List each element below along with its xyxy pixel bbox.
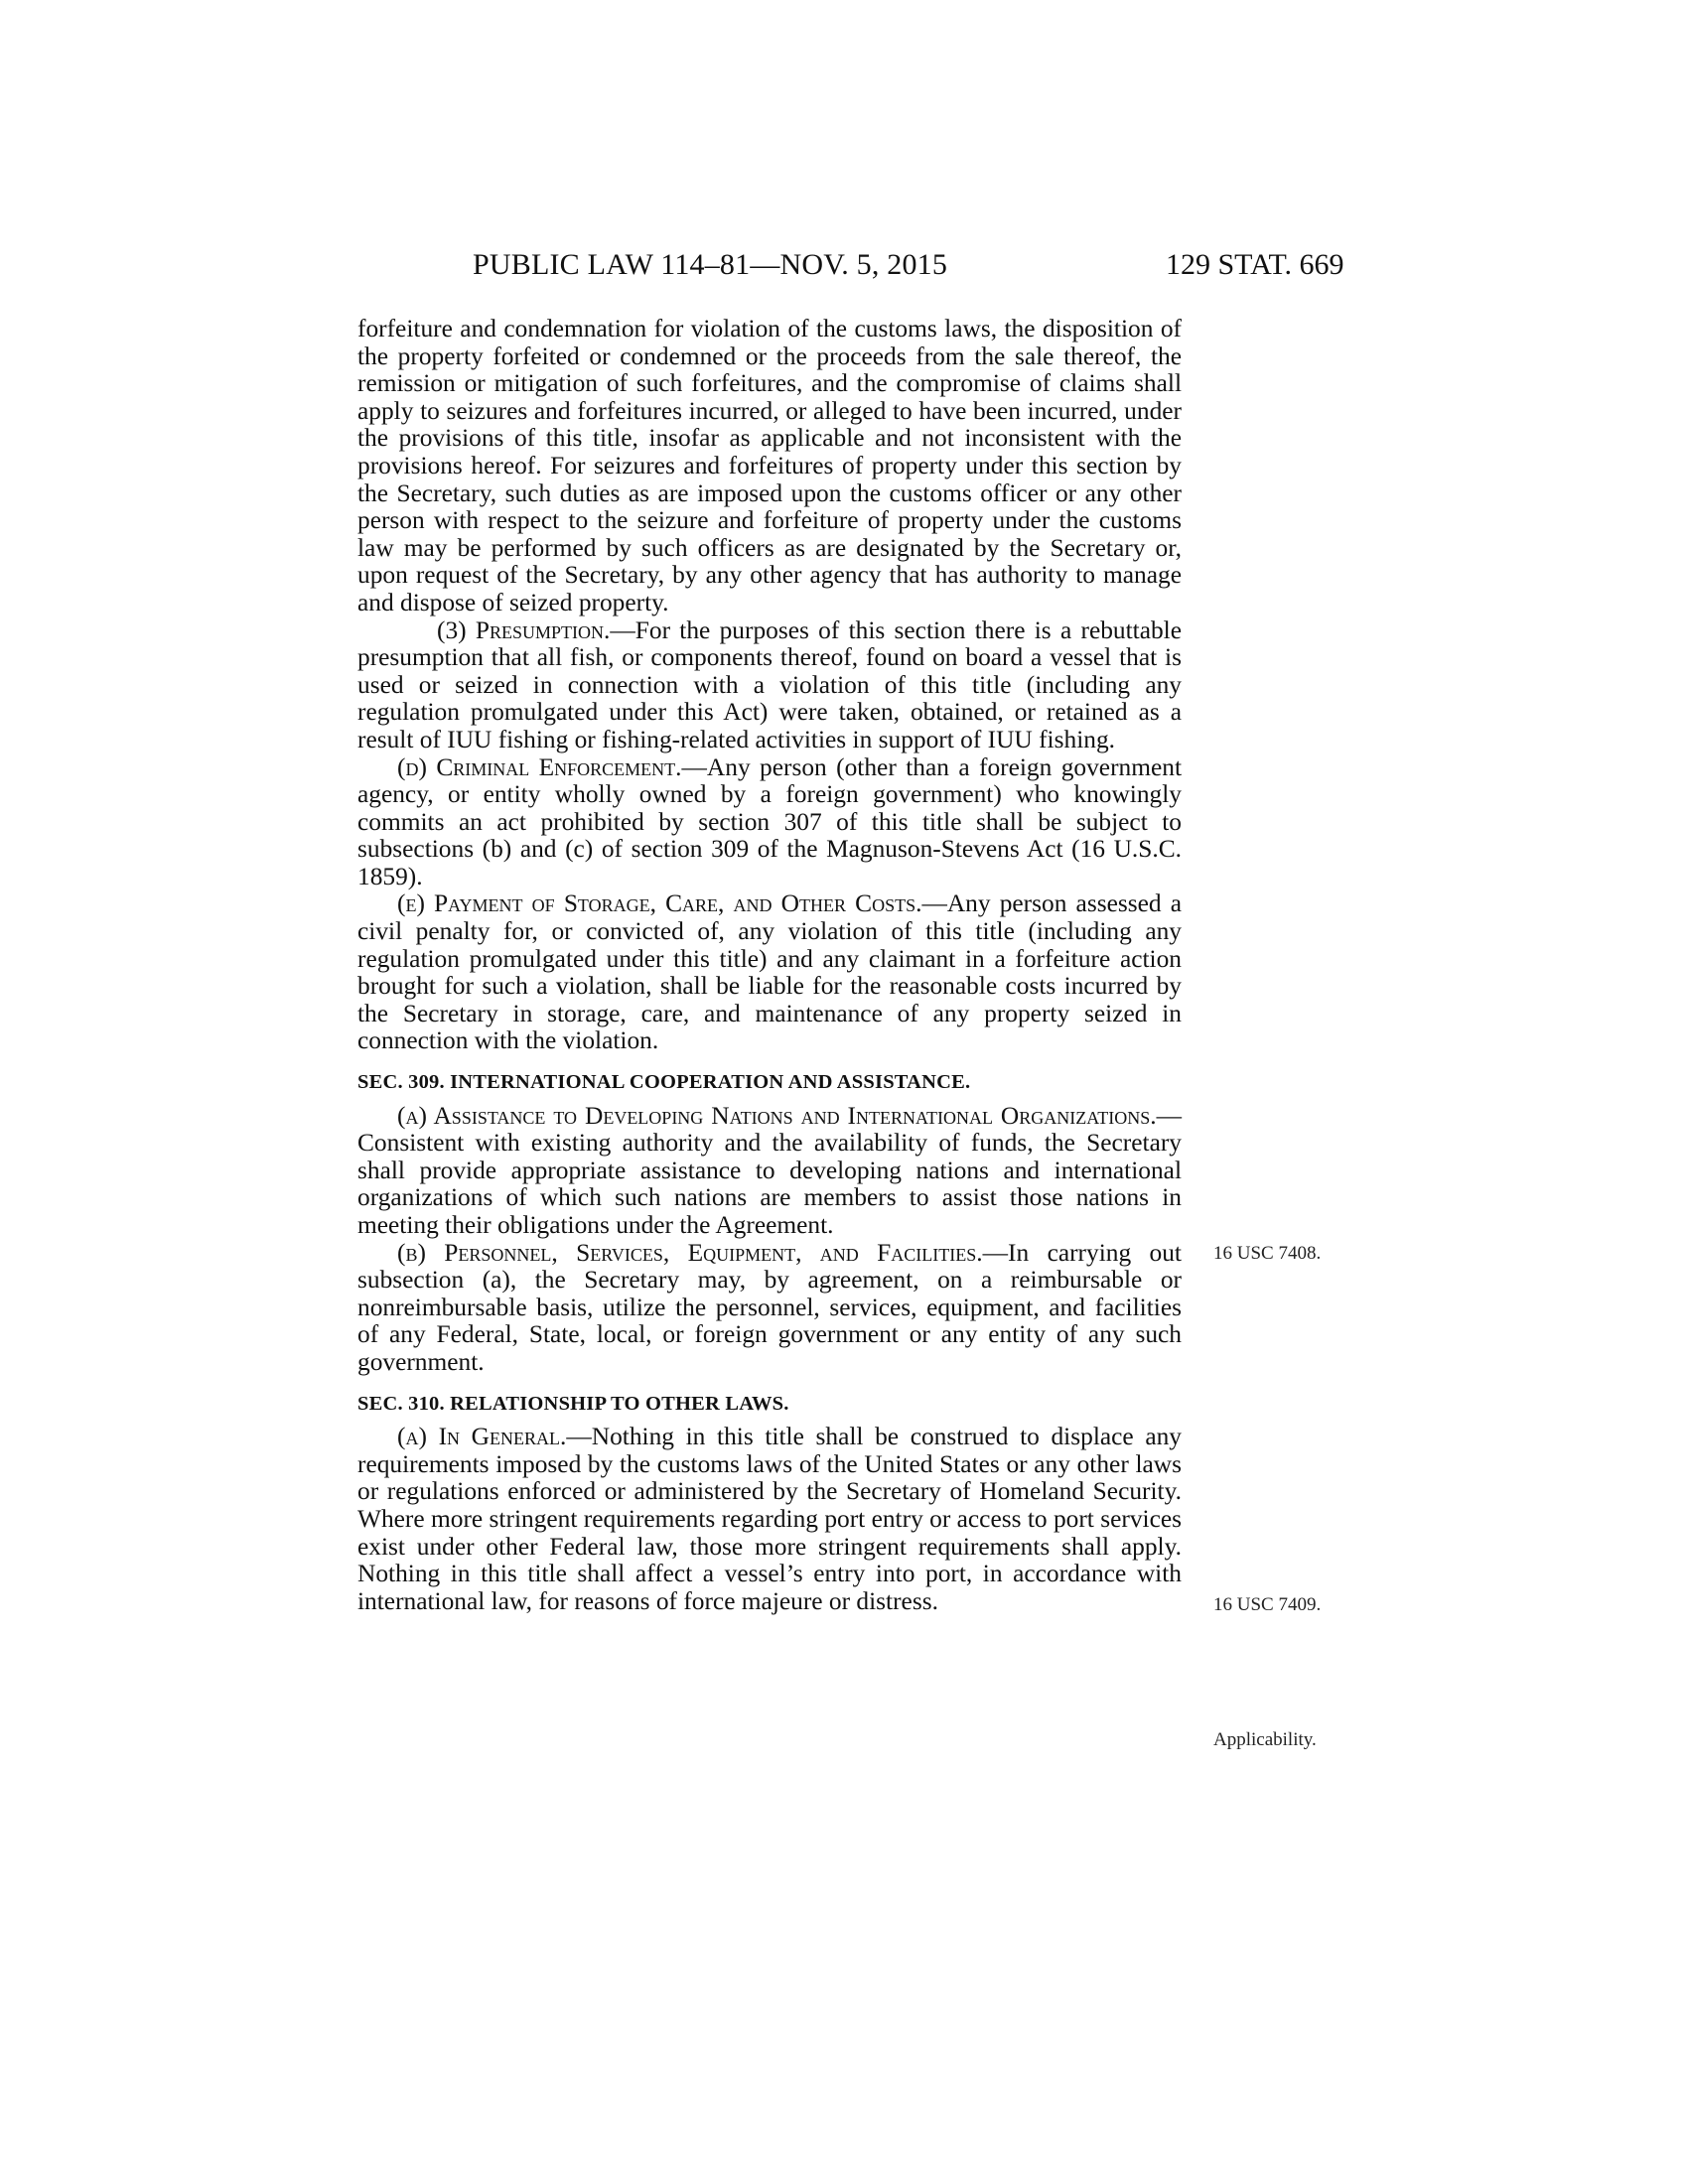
margin-note-16-usc-7409: 16 USC 7409.	[1213, 1594, 1322, 1615]
personnel-heading: (b) Personnel, Services, Equipment, and Facilities.	[397, 1238, 983, 1267]
personnel-text: —In carrying out subsection (a), the Secretary may, by agreement, on a reimbursable or nonreimbursable basis, utilize the personnel, services, equipment, and facilities of any Federal, State, local, or foreign government or any entity of any such government.	[357, 1238, 1182, 1376]
criminal-enforcement-text: —Any person (other than a foreign government agency, or entity wholly owned by a foreign government) who knowingly commits an act prohibited by section 307 of this title shall be subject to subsections (b) and (c) of section 309 of the Magnuson-Stevens Act (16 U.S.C. 1859).	[357, 752, 1182, 890]
statute-page-number: 129 STAT. 669	[1166, 248, 1344, 281]
document-body	[357, 316, 1182, 1615]
criminal-enforcement-heading: (d) Criminal Enforcement.	[397, 752, 682, 781]
margin-note-applicability: Applicability.	[1213, 1729, 1317, 1750]
paragraph-criminal-enforcement	[357, 754, 1182, 891]
paragraph-personnel-services	[357, 1240, 1182, 1377]
in-general-heading: (a) In General.	[397, 1423, 567, 1451]
presumption-heading: (3) Presumption.	[437, 615, 611, 644]
section-309-heading: SEC. 309. INTERNATIONAL COOPERATION AND ASSISTANCE.	[357, 1071, 971, 1094]
paragraph-in-general	[357, 1424, 1182, 1615]
presumption-text: —For the purposes of this section there is a rebuttable presumption that all fish, or components thereof, found on board a vessel that is used or seized in connection with a violation of this title (including any regulation promulgated under this Act) were taken, obtained, or retained as a result of IUU fishing or fishing-related activities in support of IUU fishing.	[357, 615, 1183, 753]
section-310-heading: SEC. 310. RELATIONSHIP TO OTHER LAWS.	[357, 1392, 789, 1415]
paragraph-payment-of-costs	[357, 890, 1182, 1055]
paragraph-presumption	[357, 617, 1182, 754]
public-law-header: PUBLIC LAW 114–81—NOV. 5, 2015	[473, 248, 948, 281]
paragraph-forfeiture-continued: forfeiture and condemnation for violation of the customs laws, the disposition of the property forfeited or condemned or the proceeds from the sale thereof, the remission or mitigation of such forfeitures, and the compromise of claims shall apply to seizures and forfeitures incurred, or alleged to have been incurred, under the provisions of this title, insofar as applicable and not inconsistent with the provisions hereof. For seizures and forfeitures of property under this section by the Secretary, such duties as are imposed upon the customs officer or any other person with respect to the seizure and forfeiture of property under the customs law may be performed by such officers as are designated by the Secretary or, upon request of the Secretary, by any other agency that has authority to manage and dispose of seized property.	[357, 315, 1182, 616]
payment-of-costs-heading: (e) Payment of Storage, Care, and Other Costs.	[397, 889, 922, 918]
running-head	[0, 248, 1688, 288]
paragraph-assistance-developing-nations	[357, 1103, 1182, 1240]
margin-note-16-usc-7408: 16 USC 7408.	[1213, 1243, 1322, 1264]
in-general-text: —Nothing in this title shall be construed to displace any requirements imposed by the customs laws of the United States or any other laws or regulations enforced or administered by the Secretary of Homeland Security. Where more stringent requirements regarding port entry or access to port services exist under other Federal law, those more stringent requirements shall apply. Nothing in this title shall affect a vessel’s entry into port, in accordance with international law, for reasons of force majeure or distress.	[357, 1423, 1182, 1615]
assistance-text: —Consistent with existing authority and the availability of funds, the Secretary shall provide appropriate assistance to developing nations and international organizations of which such nations are members to assist those nations in meeting their obligations under the Agreement.	[357, 1101, 1182, 1239]
assistance-heading: (a) Assistance to Developing Nations and International Organizations.	[397, 1101, 1157, 1130]
payment-of-costs-text: —Any person assessed a civil penalty for, or convicted of, any violation of this title (including any regulation promulgated under this title) and any claimant in a forfeiture action brought for such a violation, shall be liable for the reasonable costs incurred by the Secretary in storage, care, and maintenance of any property seized in connection with the violation.	[357, 889, 1182, 1055]
